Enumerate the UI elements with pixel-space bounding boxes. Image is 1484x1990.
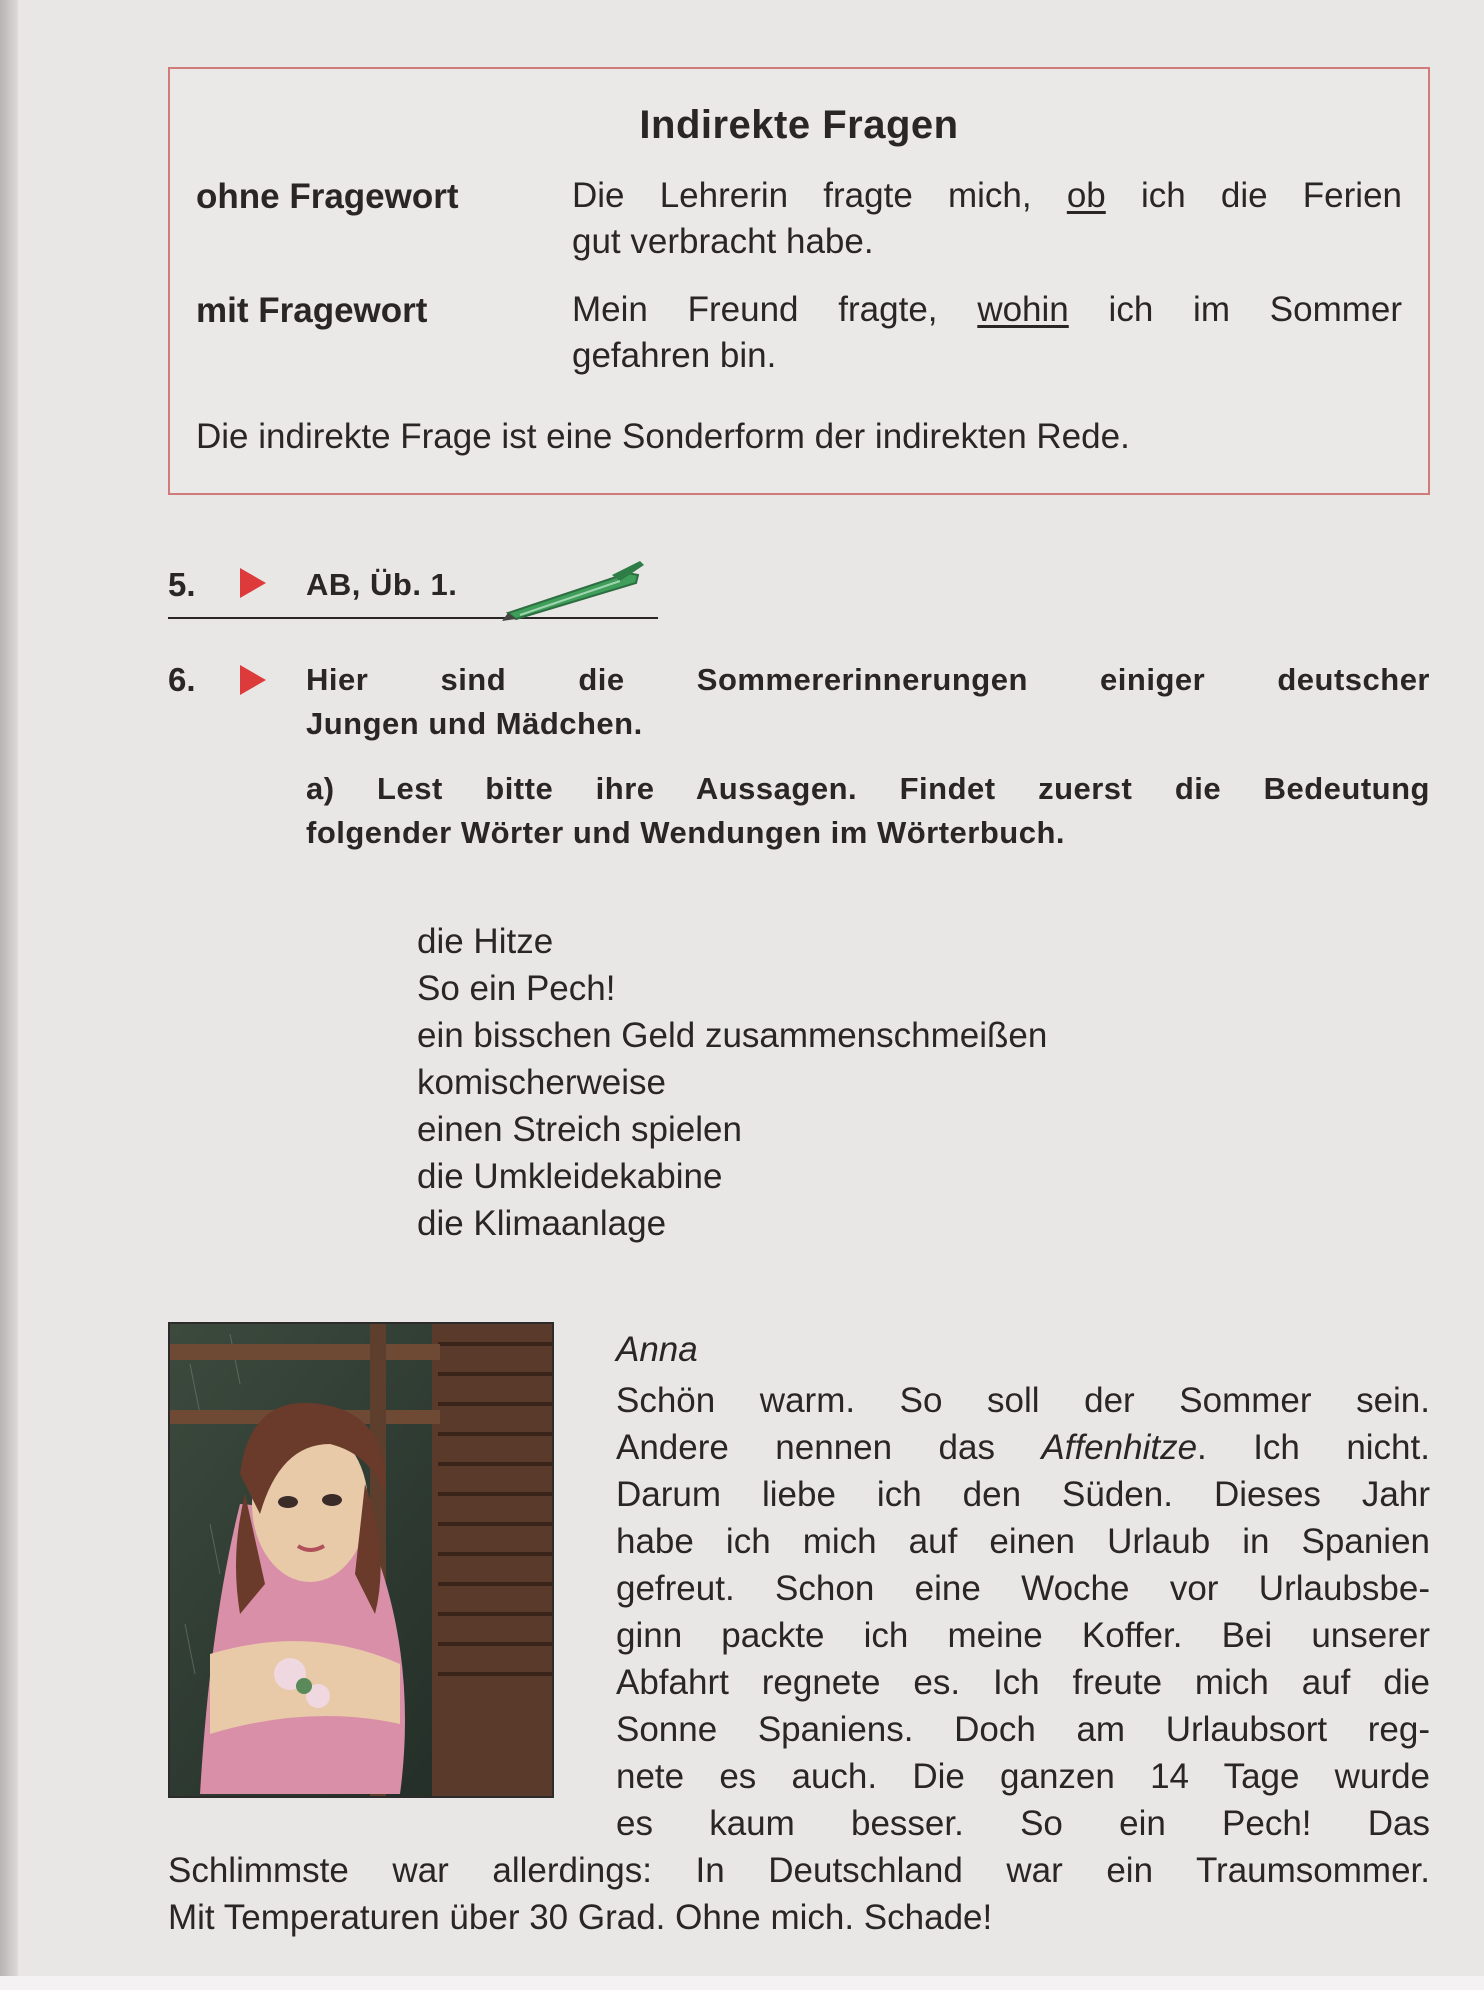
example-text: ich im Sommer: [1108, 290, 1402, 329]
underlined-question-word: wohin: [977, 290, 1069, 329]
instruction-line: Jungen und Mädchen.: [306, 706, 643, 741]
exercise-arrow-icon: [240, 665, 266, 695]
grammar-example-line: gefahren bin.: [572, 336, 777, 375]
exercise-5-number: 5.: [168, 566, 196, 603]
exercise-6-number: 6.: [168, 661, 196, 698]
anna-text-line: [616, 1424, 1430, 1471]
vocabulary-item: die Hitze: [417, 922, 554, 961]
vocabulary-list: [417, 918, 1047, 1247]
grammar-box-title: Indirekte Fragen: [639, 103, 959, 147]
anna-illustration: [168, 1322, 554, 1798]
book-spine-shadow: [0, 0, 18, 1990]
grammar-example-ohne-fragewort: [572, 173, 1402, 265]
vocabulary-item: die Umkleidekabine: [417, 1157, 723, 1196]
vocabulary-item: die Klimaanlage: [417, 1204, 667, 1243]
anna-text-line: nete es auch. Die ganzen 14 Tage wurde: [616, 1757, 1430, 1796]
anna-text-line: Abfahrt regnete es. Ich freute mich auf die: [616, 1663, 1430, 1702]
grammar-example-mit-fragewort: [572, 287, 1402, 379]
anna-text-line: gefreut. Schon eine Woche vor Urlaubsbe-: [616, 1569, 1430, 1608]
grammar-example-line: gut verbracht habe.: [572, 222, 874, 261]
grammar-example-line: [572, 287, 1402, 333]
text-fragment: Andere nennen das: [616, 1428, 995, 1467]
anna-text-line: Sonne Spaniens. Doch am Urlaubsort reg-: [616, 1710, 1430, 1749]
page-bottom-edge: [0, 1976, 1484, 1990]
exercise-5-reference: AB, Üb. 1.: [306, 567, 458, 602]
anna-text-line: Schön warm. So soll der Sommer sein.: [616, 1381, 1430, 1420]
pen-icon: [500, 555, 650, 625]
grammar-example-line: [572, 173, 1402, 219]
anna-text-line: Darum liebe ich den Süden. Dieses Jahr: [616, 1475, 1430, 1514]
anna-text-line: ginn packte ich meine Koffer. Bei unserer: [616, 1616, 1430, 1655]
vocabulary-item: komischerweise: [417, 1063, 666, 1102]
task-line: a) Lest bitte ihre Aussagen. Findet zuerst die Bedeutung: [306, 771, 1430, 806]
instruction-line: Hier sind die Sommererinnerungen einiger deutscher: [306, 662, 1430, 697]
example-text: Mein Freund fragte,: [572, 290, 938, 329]
task-line: folgender Wörter und Wendungen im Wörterbuch.: [306, 815, 1066, 850]
example-text: ich die Ferien: [1140, 176, 1402, 215]
italic-term: Affenhitze: [1041, 1428, 1198, 1467]
anna-text-line: Schlimmste war allerdings: In Deutschland war ein Traumsommer.: [168, 1851, 1430, 1890]
anna-text-line: Mit Temperaturen über 30 Grad. Ohne mich. Schade!: [168, 1898, 993, 1937]
grammar-label-mit-fragewort: mit Fragewort: [196, 291, 428, 330]
vocabulary-item: So ein Pech!: [417, 969, 616, 1008]
grammar-note: Die indirekte Frage ist eine Sonderform der indirekten Rede.: [196, 417, 1130, 456]
anna-text-line: es kaum besser. So ein Pech! Das: [616, 1804, 1430, 1843]
underlined-conjunction: ob: [1066, 176, 1106, 215]
vocabulary-item: ein bisschen Geld zusammenschmeißen: [417, 1016, 1048, 1055]
anna-text-line: habe ich mich auf einen Urlaub in Spanien: [616, 1522, 1430, 1561]
grammar-box: [168, 67, 1430, 495]
vocabulary-item: einen Streich spielen: [417, 1110, 742, 1149]
example-text: Die Lehrerin fragte mich,: [572, 176, 1032, 215]
anna-name: Anna: [616, 1330, 698, 1369]
exercise-6-instruction: [306, 658, 1430, 746]
exercise-arrow-icon: [240, 568, 266, 598]
grammar-label-ohne-fragewort: ohne Fragewort: [196, 177, 459, 216]
text-fragment: . Ich nicht.: [1197, 1428, 1430, 1467]
exercise-6a-task: [306, 767, 1430, 855]
